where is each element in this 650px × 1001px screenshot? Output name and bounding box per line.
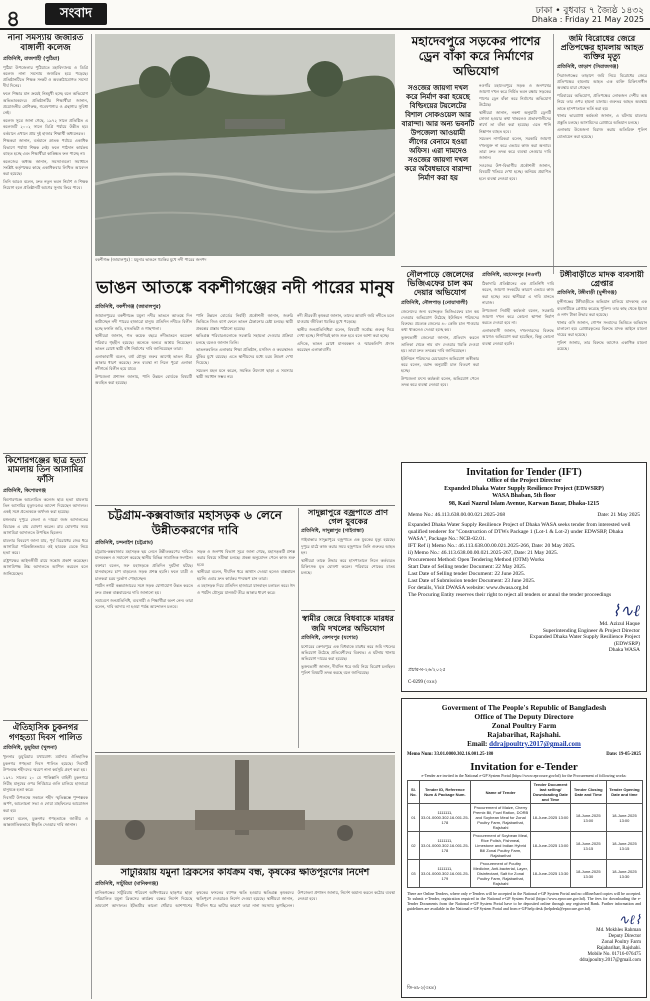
- paragraph: মঙ্গলবার দুপুরে জেলা ও দায়রা জজ আদালতের বিচারক এ রায় ঘোষণা করেন। রায় ঘোষণার সময় আসামিরা আদালতে উপস্থিত ছিলেন।: [3, 517, 88, 535]
- column-header: Tender Closing Date and Time: [570, 781, 606, 804]
- paragraph: স্থানীয়রা তাকে উদ্ধার করে হাসপাতালে নিলে কর্তব্যরত চিকিৎসক মৃত ঘোষণা করেন। পরিবারে শোকের মাতম চলছে।: [301, 557, 395, 576]
- paragraph: সচেতন নাগরিকরা বলেন, সরকারি জায়গা দখলমুক্ত না করে এভাবে কাজ করা অন্যায়। তারা দ্রুত তদন্ত করে ব্যবস্থা নেওয়ার দাবি জানান।: [479, 136, 551, 161]
- signatory-line: Deputy Director: [608, 934, 641, 940]
- paragraph: সমাবেশে জনপ্রতিনিধি, ব্যবসায়ী ও শিক্ষার্থীরা অংশ নেন। তারা বলেন, দাবি আদায় না হওয়া পর্যন্ত আন্দোলন চলবে।: [95, 597, 193, 609]
- etender-heading: Invitation for e-Tender: [470, 761, 578, 774]
- article-drug-dealer-arrest: [557, 270, 647, 460]
- paragraph: পর্যটন নগরী কক্সবাজারের সঙ্গে সড়ক যোগাযোগ উন্নত করতে দ্রুত প্রকল্প বাস্তবায়নের দাবি জানানো হয়।: [95, 583, 193, 595]
- brick-kiln-photo: [95, 755, 395, 865]
- office-line: 98, Kazi Nazrul Islam Avenue, Karwan Bazar, Dhaka-1215: [448, 500, 600, 507]
- table-cell: 18-June-2025 13:00: [531, 804, 570, 832]
- column-header: Tender Document last selling/ Downloading Date and Time: [531, 781, 570, 804]
- headline: মহাদেবপুরে সড়কের পাশের ড্রেন বাঁকা করে নির্মাণের অভিযোগ: [411, 34, 541, 78]
- article-land-dispute-death: [557, 34, 647, 266]
- river-photo-block: [95, 34, 395, 266]
- body-column: [297, 313, 394, 463]
- table-cell: 03: [408, 860, 420, 888]
- headline: ঐতিহাসিক চুকনগর গণহত্যা দিবস পালিত: [8, 722, 83, 743]
- paragraph: মুন্সীগঞ্জের টঙ্গীবাড়ীতে অভিযান চালিয়ে মাদকসহ এক ব্যবসায়ীকে গ্রেপ্তার করেছে পুলিশ। তার কাছ থেকে ইয়াবা ও নগদ টাকা উদ্ধার করা হয়েছে।: [557, 299, 647, 317]
- paragraph: কলেজ সূত্রে জানা গেছে, ১৯৭২ সালে প্রতিষ্ঠিত এ কলেজটি ২০০২ সালে ডিগ্রি পর্যায়ে উন্নীত হয়। বর্তমানে এখানে প্রায় দুই হাজার শিক্ষার্থী অধ্যয়নরত।: [3, 117, 88, 136]
- table-row: [408, 832, 643, 860]
- column-header: Sl. No.: [408, 781, 420, 804]
- table-cell: 01: [408, 804, 420, 832]
- body-column: [479, 83, 551, 260]
- paragraph: নওগাঁর মহাদেবপুরে সড়ক ও জনপথের জায়গা দখল করে নির্মিত ভবন রক্ষায় সড়কের পাশের ড্রেন বাঁকা করে নির্মাণের অভিযোগ উঠেছে।: [479, 83, 551, 107]
- headline: চট্টগ্রাম-কক্সবাজার মহাসড়ক ৬ লেনে উন্নীতকরণের দাবি: [108, 508, 282, 537]
- tender-table: [407, 780, 643, 888]
- paragraph: ১৯৭১ সালের ২০ মে পাকিস্তানি বাহিনী চুকনগরে নিরীহ মানুষের ওপর নির্বিচারে গুলি চালিয়ে হাজারো মানুষকে হত্যা করে।: [3, 774, 88, 793]
- article-body: [3, 497, 88, 717]
- article-body: [401, 83, 551, 260]
- office-line: Office of the Project Director: [486, 478, 562, 484]
- article-body: [3, 65, 88, 450]
- byline: প্রতিনিধি, তাড়াশ (সিরাজগঞ্জ): [557, 63, 619, 70]
- office-title: Office of The Deputy Directore: [474, 712, 574, 721]
- table-cell: 18-June-2025 13:00: [570, 804, 606, 832]
- photo-caption: বকশীগঞ্জ (জামালপুর) : যমুনার ভাঙনে হুমকির মুখে নদী পারের জনপদ: [95, 257, 207, 262]
- paragraph: সচেতন মহল মনে করেন, সমন্বিত উদ্যোগ ছাড়া এ সমস্যার স্থায়ী সমাধান সম্ভব নয়।: [196, 367, 293, 380]
- column-rule: [553, 34, 554, 274]
- headline: নানা সমস্যায় জর্জরিত বাঙ্গালী কলেজ: [7, 34, 84, 53]
- paragraph: বক্তারা বলেন, চুকনগর গণহত্যাকে জাতীয় ও আন্তর্জাতিকভাবে স্বীকৃতি দেওয়ার দাবি জানান।: [3, 815, 88, 827]
- river-erosion-illustration: [95, 34, 395, 256]
- signatory: [408, 621, 640, 654]
- paragraph: চট্টগ্রাম-কক্সবাজার মহাসড়ক ছয় লেনে উন্নীতকরণের দাবিতে মানববন্ধন ও সমাবেশ করেছে স্থানীয় বিভিন্ন সামাজিক সংগঠন।: [95, 549, 193, 561]
- office-line: Expanded Dhaka Water Supply Resilience Project (EDWSRP): [444, 485, 604, 492]
- paragraph: সিরাজগঞ্জের তাড়াশে জমি নিয়ে বিরোধের জেরে প্রতিপক্ষের হামলায় আহত এক ব্যক্তি চিকিৎসাধীন অবস্থায় মারা গেছেন।: [557, 72, 647, 91]
- paragraph: ভাঙনকবলিত এলাকার শিক্ষা প্রতিষ্ঠান, মসজিদ ও কবরস্থানও ঝুঁকির মুখে রয়েছে। এতে স্থানীয়দের মধ্যে চরম উদ্বেগ দেখা দিয়েছে।: [196, 347, 293, 366]
- email-link[interactable]: ddrajpoultry.2017@gmail.com: [489, 740, 581, 748]
- article-body: [482, 281, 554, 459]
- article-body: [557, 73, 647, 263]
- byline: প্রতিনিধি, চন্দনাইশ (চট্টগ্রাম): [95, 540, 154, 546]
- etender-intro: e-Tender are invited in the National e-GP System Portal (https://www.eprocure.gov.bd) for the Procurement of following works:: [421, 773, 627, 779]
- river-erosion-photo: [95, 34, 395, 256]
- column-rule: [91, 34, 92, 999]
- table-cell: 18-June-2025 13:30: [531, 860, 570, 888]
- memo-date: Date: 21 May 2025: [597, 512, 640, 518]
- body-column: [95, 313, 192, 463]
- paragraph: সওজের উপ-বিভাগীয় প্রকৌশলী জানান, বিষয়টি খতিয়ে দেখা হচ্ছে। অনিয়ম প্রমাণিত হলে ব্যবস্থা নেওয়া হবে।: [479, 163, 551, 181]
- byline: প্রতিনিধি, নৌলপাড় (নোয়াখালী): [401, 299, 468, 306]
- byline: প্রতিনিধি, বকশীগঞ্জ (জামালপুর): [95, 304, 161, 310]
- farm-title: Zonal Poultry Farm: [491, 721, 557, 730]
- headline: সাটুরিয়ায় যমুনা ব্রিকসের কার্যক্রম বন্ধ, কৃষকের ক্ষতিপূরণের নির্দেশ: [120, 868, 370, 878]
- article-widow-assault: [301, 614, 395, 748]
- table-cell: Procurement of Soybean Meal, Rice Polish, Fishmeal, Limestone and Indian Hybrid Bill Zonal Poultry Farm, Rajabarihat: [470, 832, 530, 860]
- byline: প্রতিনিধি, কিশোরগঞ্জ: [3, 487, 46, 494]
- byline: প্রতিনিধি, কেশবপুর (যশোর): [301, 634, 358, 641]
- tender-notice-poultry: [401, 698, 647, 998]
- mahadevpur-continued: [482, 270, 554, 460]
- headline: কিশোরগঞ্জের ছাত্র হত্যা মামলায় তিন আসামির ফাঁসি: [5, 455, 86, 486]
- paragraph: স্থানীয়রা জানান, নকশা অনুযায়ী ড্রেনটি সোজা হওয়ার কথা থাকলেও প্রভাবশালীদের স্বার্থে তা বাঁকা করা হয়েছে। এতে পানি নিষ্কাশন ব্যাহত হবে।: [479, 109, 551, 134]
- paragraph: গাইবান্ধার সাদুল্লাপুরে বজ্রপাতে এক যুবকের মৃত্যু হয়েছে। দুপুরে মাঠে কাজ করার সময় বজ্রপাতে তিনি গুরুতর আহত হন।: [301, 537, 395, 555]
- paragraph: তিনি আরও বলেন, দ্রুত নতুন ভবন নির্মাণ ও শিক্ষক নিয়োগ হলে প্রতিষ্ঠানটি আগের সুনাম ফিরে পাবে।: [3, 179, 88, 191]
- farm-location: Rajabarihat, Rajshahi.: [487, 730, 561, 739]
- signature-block: [407, 912, 641, 964]
- signatory: [407, 928, 641, 964]
- paragraph: উপজেলা মৎস্য কর্মকর্তা বলেন, অভিযোগ পেলে তদন্ত করে ব্যবস্থা নেওয়া হবে।: [401, 376, 479, 388]
- paragraph: জেলেদের জন্য বরাদ্দকৃত ভিজিএফের চাল কম দেওয়ার অভিযোগ উঠেছে ইউনিয়ন পরিষদের বিরুদ্ধে। প্রত্যেক জেলের ৪০ কেজি চাল পাওয়ার কথা থাকলেও দেওয়া হচ্ছে কম।: [401, 308, 479, 333]
- signatory-line: Dhaka WASA: [608, 647, 640, 654]
- byline: প্রতিনিধি, রাজশাহী (পুঠিয়া): [3, 55, 60, 62]
- paragraph: থানার ওসি জানান, গোপন সংবাদের ভিত্তিতে অভিযান চালানো হয়। গ্রেপ্তারকৃতের বিরুদ্ধে মাদক আইনে মামলা দায়ের করা হয়েছে।: [557, 319, 647, 338]
- paragraph: উপজেলা নির্বাহী কর্মকর্তা বলেন, সরকারি জায়গা দখল করে কোনো স্থাপনা নির্মাণ করতে দেওয়া হবে না।: [482, 307, 554, 326]
- signature-block: [408, 601, 640, 654]
- table-cell: 02: [408, 832, 420, 860]
- column-rule: [298, 508, 299, 748]
- table-cell: 18-June-2025 13:15: [570, 832, 606, 860]
- paragraph: উপজেলা প্রশাসন জানায়, পানি উন্নয়ন বোর্ডকে বিষয়টি অবহিত করা হয়েছে।: [95, 374, 192, 386]
- article-bakshiganj-erosion: [95, 272, 395, 502]
- signatory-line: (EDWSRP): [614, 640, 640, 647]
- tender-office: [408, 478, 640, 508]
- article-body: [301, 537, 395, 607]
- divider: [401, 266, 647, 267]
- table-row: [408, 860, 643, 888]
- body-column: [196, 313, 293, 463]
- column-header: Tender ID, Reference Num & Package Num.: [419, 781, 470, 804]
- byline: প্রতিনিধি, টঙ্গীবাড়ী (মুন্সীগঞ্জ): [557, 290, 617, 297]
- ad-code: ডি-৪৮২(৩x৪): [407, 985, 436, 991]
- table-cell: 18-June-2025 13:15: [606, 832, 642, 860]
- table-cell: 18-June-2025 13:30: [606, 860, 642, 888]
- paragraph: ঠিকাদারি প্রতিষ্ঠানের এক প্রতিনিধি দাবি করেন, জায়গা সংকটের কারণে এভাবে কাজ করা হচ্ছে। তবে স্থানীয়রা এ দাবি মানতে নারাজ।: [482, 281, 554, 305]
- center-right-briefs: [301, 508, 395, 748]
- brick-kiln-illustration: [95, 755, 395, 865]
- etender-note: There are Online Tenders, where only e-Tenders will be accepted in the National e-GP System Portal and no offline/hard copies will be accepted. To submit e-Tender, registration required in the National e-GP System Portal (https://www.eprocure.gov.bd). The fees for downloading the e-Tender Documents from the National e-GP System Portal have to be deposited online through any registered Bank. Further information and guidelines are available in the National e-GP System Portal and from e-GP help desk (helpdesk@eprocure.gov.bd).: [407, 891, 641, 912]
- paragraph: ফলে শিক্ষার মান ক্রমেই নিম্নমুখী হচ্ছে বলে অভিযোগ অভিভাবকদের। প্রতিষ্ঠানটির শিক্ষার্থীরা জানান, প্রয়োজনীয় শ্রেণিকক্ষ, গবেষণাগার ও গ্রন্থাগার সুবিধা নেই।: [3, 91, 88, 116]
- paragraph: স্থানীয়রা জানান, গত কয়েক বছরে নদীভাঙনে কয়েকশ পরিবার গৃহহীন হয়েছে। অনেকে অন্যত্র আশ্রয় নিয়েছেন। ভাঙন রোধে স্থায়ী বাঁধ নির্মাণের দাবি জানিয়েছেন তারা।: [95, 333, 192, 351]
- column-header: Name of Tender: [470, 781, 530, 804]
- gov-title: Goverment of The People's Republic of Bangladesh: [441, 703, 607, 712]
- ad-code: C-0299 (৩x৪): [408, 679, 437, 685]
- paragraph: জামালপুরের বকশীগঞ্জে যমুনা নদীর ভাঙনে আতঙ্কে দিন কাটাচ্ছেন নদী পারের হাজারো মানুষ। প্রতিদিন নদীতে বিলীন হচ্ছে ফসলি জমি, বসতভিটা ও গাছপালা।: [95, 313, 192, 331]
- tender-line: ii) Memo No.: 46.113.638.00.00.021.2025-267, Date: 21 May 2025.: [408, 550, 559, 557]
- divider: [301, 610, 395, 611]
- paragraph: ক্ষতিগ্রস্ত পরিবারগুলোকে সরকারি সহায়তা দেওয়ার প্রক্রিয়া চলছে বলেও জানান তিনি।: [196, 333, 293, 345]
- table-cell: 18-June-2025 13:30: [570, 860, 606, 888]
- article-bangali-college: [3, 34, 88, 450]
- tender-line: Expanded Dhaka Water Supply Resilience Project of Dhaka WASA seeks tender from interested well qualified tenderer for "Construction of DTWs Package 1 (Lot-1 & Lot-2) under EDWSRP, Dhaka WASA", Package No.: NCB-02.01.: [408, 522, 631, 543]
- left-column: [3, 34, 88, 999]
- paragraph: কিশোরগঞ্জে আলোচিত কলেজ ছাত্র হত্যা মামলায় তিন আসামির মৃত্যুদণ্ডের আদেশ দিয়েছেন আদালত। একই সঙ্গে প্রত্যেককে অর্থদণ্ড করা হয়েছে।: [3, 496, 88, 515]
- article-saturia-brickfield: [95, 868, 395, 999]
- article-body: [301, 644, 395, 748]
- email-row: [407, 740, 641, 748]
- tender-line: IFT Ref i) Memo No.: 46.113.638.00.00.021.2025-266, Date: 20 May 2025.: [408, 543, 576, 550]
- main-headline: ভাঙন আতঙ্কে বকশীগঞ্জের নদী পারের মানুষ: [96, 278, 394, 298]
- signatory-line: Zonal Poultry Farm: [601, 940, 641, 946]
- table-cell: Procurement of Maize, Cherry Premix Bil, Fowl Ration, DORB and Soybean Meal for Zonal Poultry Farm, Rajabarihat, Rajshahi: [470, 804, 530, 832]
- paragraph: এলাকাবাসী বলেন, বর্ষা মৌসুম শুরুর আগেই ভাঙন তীব্র আকার ধারণ করেছে। দ্রুত ব্যবস্থা না নিলে পুরো এলাকা নদীগর্ভে বিলীন হয়ে যাবে।: [95, 353, 192, 372]
- tender-line: Procurement Method: Open Tendering Method (OTM) Works: [408, 557, 545, 564]
- paragraph: এদিকে, ভাঙন রোধে মানববন্ধন ও স্মারকলিপি প্রদান করেছেন এলাকাবাসী।: [297, 341, 394, 353]
- signature-icon: ⌇∿ℓ: [612, 601, 640, 621]
- memo-row: [407, 751, 641, 759]
- column-header: Tender Opening Date and time: [606, 781, 642, 804]
- paragraph: যশোরের কেশবপুরে এক বিধবাকে মারধর করে জমি দখলের অভিযোগ উঠেছে প্রতিবেশীদের বিরুদ্ধে। এ ঘটনায় থানায় অভিযোগ দায়ের করা হয়েছে।: [301, 643, 395, 662]
- paragraph: দিবসটি উপলক্ষে সকালে শহীদ স্মৃতিস্তম্ভে পুষ্পস্তবক অর্পণ, আলোচনা সভা ও দোয়া মাহফিলের আয়োজন করা হয়।: [3, 795, 88, 813]
- memo-number: Memo Num: 33.01.0000.302.16.001.25-180: [407, 752, 494, 757]
- email-label: Email:: [467, 740, 488, 748]
- table-cell: 18-June-2025 13:00: [531, 832, 570, 860]
- tender-line: Last Date of Submission tender Document: 23 June 2025.: [408, 578, 536, 585]
- paragraph: এ মহাসড়ক দিয়ে প্রতিদিন হাজারো যানবাহন চলাচল করে। ঈদ ও পর্যটন মৌসুমে যানজট তীব্র আকার ধারণ করে।: [197, 583, 295, 595]
- paragraph: থানার ভারপ্রাপ্ত কর্মকর্তা জানান, এ ঘটনায় মামলার প্রস্তুতি চলছে। আসামিদের গ্রেপ্তারে অভিযান চলছে।: [557, 113, 647, 125]
- memo-row: [408, 511, 640, 519]
- article-body: [401, 309, 479, 459]
- byline: প্রতিনিধি, ডুমুরিয়া (খুলনা): [3, 745, 57, 752]
- memo-date: Date: 19-05-2025: [606, 752, 641, 757]
- tender-body: [408, 522, 640, 599]
- divider: [3, 453, 88, 454]
- article-ctg-highway: [95, 508, 295, 748]
- signatory-line: Rajabarihat, Rajshahi.: [596, 946, 641, 952]
- memo-number: Memo No.: 46.113.638.00.00.021.2025-268: [408, 512, 506, 518]
- table-row: [408, 804, 643, 832]
- paragraph: পুলিশ জানায়, তার বিরুদ্ধে আগেও একাধিক মামলা রয়েছে।: [557, 340, 647, 352]
- table-cell: Procurement of Poultry Medicine, Anti-bacterial, Layer, Disinfectant, Salt for Zonal Poultry Farm, Rajabarihat, Rajshahi: [470, 860, 530, 888]
- signature-icon: ∿ℓ⌇: [618, 913, 641, 929]
- article-body: [95, 313, 395, 463]
- date-bengali: ঢাকা • বুধবার ৭ জ্যৈষ্ঠ ১৪৩২: [535, 6, 644, 16]
- byline: প্রতিনিধি, সাদুল্লাপুর (গাইবান্ধা): [301, 528, 365, 535]
- tender-title: Invitation for Tender (IFT): [466, 467, 582, 478]
- date-english: Dhaka : Friday 21 May 2025: [531, 15, 644, 24]
- paragraph: এলাকায় উত্তেজনা বিরাজ করায় অতিরিক্ত পুলিশ মোতায়েন করা হয়েছে।: [557, 127, 647, 139]
- paragraph: ভুক্তভোগী জানান, দীর্ঘদিন ধরে জমি নিয়ে বিরোধ চলছিল। পুলিশ বিষয়টি তদন্ত করছে বলে জানিয়েছে।: [301, 664, 395, 676]
- signatory-line: Expanded Dhaka Water Supply Resilience Project: [529, 634, 640, 641]
- article-mahadevpur-drain: [401, 34, 551, 260]
- article-kishoreganj-verdict: [3, 457, 88, 717]
- byline: প্রতিনিধি, মহাদেবপুর (নওগাঁ): [482, 272, 542, 278]
- page-number: ৪: [6, 6, 21, 32]
- paragraph: পরিবারের অভিযোগ, প্রতিপক্ষের লোকজন দেশীয় অস্ত্র নিয়ে তার ওপর হামলা চালায়। গুরুতর আহত অবস্থায় তাকে হাসপাতালে ভর্তি করা হয়।: [557, 92, 647, 111]
- signatory-line: ddrajpoultry.2017@gmail.com: [579, 958, 641, 964]
- article-body: [3, 754, 88, 994]
- tender-line: Start Date of Selling tender Document: 22 May 2025.: [408, 564, 527, 571]
- paragraph: রাষ্ট্রপক্ষের আইনজীবী রায়ে সন্তোষ প্রকাশ করেছেন। আসামিপক্ষ উচ্চ আদালতে আপিল করবেন বলে জানিয়েছেন।: [3, 558, 88, 576]
- paragraph: স্থানীয় জনপ্রতিনিধিরা বলেন, বিষয়টি সর্বোচ্চ গুরুত্ব দিয়ে দেখা হচ্ছে। শিগগিরই কাজ শুরু হবে বলে আশা করা হচ্ছে।: [297, 327, 394, 339]
- divider: [3, 720, 88, 721]
- table-cell: 1111111, 33.01.0000.302.16.001.25-179: [419, 860, 470, 888]
- paragraph: খুলনার ডুমুরিয়ায় যথাযোগ্য মর্যাদায় ঐতিহাসিক চুকনগর গণহত্যা দিবস পালিত হয়েছে। দিবসটি উপলক্ষে শহীদদের স্মরণে নানা কর্মসূচি গ্রহণ করা হয়।: [3, 754, 88, 772]
- headline: সাদুল্লাপুরে বজ্রপাতে প্রাণ গেল যুবকের: [307, 508, 388, 527]
- pullquote: সওজের জায়গা দখল করে নির্মাণ করা হয়েছে বিল্ডিংয়ের টয়লেটের বিশাল সোকওয়েল আর বারান্দা। আর অন্য ভবনটি উপজেলা আওয়ামী লীগের বেনামে হওয়া অফিস। এরা দামদেও সওজের জায়গা দখল করে অবৈধভাবে বারান্দা নির্মাণ করা হয়: [401, 83, 475, 182]
- table-cell: 1111111, 33.01.0000.302.16.001.25-178: [419, 832, 470, 860]
- divider: [95, 505, 395, 506]
- paragraph: এলাকাবাসী জানান, দখলদারদের বিরুদ্ধে আগেও অভিযোগ করা হয়েছিল, কিন্তু কোনো ব্যবস্থা নেওয়া হয়নি।: [482, 328, 554, 346]
- masthead: [0, 0, 650, 30]
- divider: [95, 752, 395, 753]
- tender-notice-wasa: [401, 462, 647, 692]
- paragraph: বক্তারা বলেন, সরু মহাসড়কে প্রতিদিন দুর্ঘটনা ঘটছে। যানবাহনের চাপ বাড়লেও সড়ক প্রশস্ত হয়নি। ফলে যাত্রী ও চালকরা চরম দুর্ভোগ পোহাচ্ছেন।: [95, 563, 193, 581]
- article-body: মানিকগঞ্জের সাটুরিয়ায় পরিবেশ অধিদপ্তরের ছাড়পত্র ছাড়া পরিচালিত যমুনা ব্রিকসের কার্যক্রম বন্ধের নির্দেশ দিয়েছে ভ্রাম্যমাণ আদালত। ইটভাটার কালো ধোঁয়ায় আশপাশের কৃষকের ফসলের ব্যাপক ক্ষতি হওয়ায় ক্ষতিগ্রস্ত কৃষকদের ক্ষতিপূরণ দেওয়ারও নির্দেশ দেওয়া হয়েছে। স্থানীয়রা জানান, দীর্ঘদিন ধরে ভাটার কারণে তারা নানা সমস্যায় ভুগছিলেন। উপজেলা প্রশাসন জানায়, নির্দেশ অমান্য করলে কঠোর ব্যবস্থা নেওয়া হবে।: [95, 889, 395, 908]
- paragraph: পুঠিয়া উপজেলার পুঠিয়াতে মহাবিদ্যালয় ও ডিগ্রি কলেজ নানা সমস্যায় জর্জরিত হয়ে পড়েছে। প্রতিষ্ঠানটিতে শিক্ষক সংকট ও অবকাঠামোগত সমস্যা দীর্ঘ দিনের।: [3, 64, 88, 89]
- article-body: [95, 549, 295, 748]
- table-cell: 1111111, 33.01.0000.302.16.001.25-178: [419, 804, 470, 832]
- headline: স্বামীর জেরে বিধবাকে মারধর জমি দখলের অভিযোগ: [302, 613, 394, 633]
- paragraph: সড়ক ও জনপথ বিভাগ সূত্রে জানা গেছে, মহাসড়কটি প্রশস্ত করার বিষয়ে সমীক্ষা চলছে। প্রকল্প অনুমোদন পেলে কাজ শুরু হবে।: [197, 549, 295, 567]
- tender-line: Last Date of Selling tender Document: 22 June 2025.: [408, 571, 526, 578]
- publicity-ref: প্রচার-ম-২৬/২০২৫: [408, 667, 446, 673]
- article-chuknagar-genocide: [3, 724, 88, 995]
- paragraph: স্থানীয়রা বলেন, দীর্ঘদিন ধরে আশ্বাস দেওয়া হলেও বাস্তবায়ন হয়নি। এবার দ্রুত কার্যকর পদক্ষেপ চান তারা।: [197, 569, 295, 581]
- paragraph: নদী তীরবর্তী কৃষকরা জানান, তাদের আবাদি জমি নদীতে চলে যাওয়ায় জীবিকা হুমকির মুখে পড়েছে।: [297, 313, 394, 325]
- paragraph: পানি উন্নয়ন বোর্ডের নির্বাহী প্রকৌশলী জানান, জরুরি ভিত্তিতে জিও ব্যাগ ফেলে ভাঙন ঠেকানোর চেষ্টা চলছে। স্থায়ী প্রকল্পের প্রস্তাব পাঠানো হয়েছে।: [196, 313, 293, 331]
- paragraph: ইউনিয়ন পরিষদের চেয়ারম্যান অভিযোগ অস্বীকার করে বলেন, বরাদ্দ অনুযায়ী চাল বিতরণ করা হচ্ছে।: [401, 355, 479, 374]
- signatory-line: Mobile No. 01716-076475: [587, 952, 641, 958]
- body-column: [197, 549, 295, 748]
- tender-line: The Procuring Entity reserves their right to reject all tenders or annul the tender proceedings: [408, 592, 612, 599]
- headline: নৌলপাড়ে জেলেদের ভিজিএফের চাল কম দেয়ার অভিযোগ: [406, 270, 474, 298]
- table-header-row: [408, 781, 643, 804]
- paragraph: কলেজের অধ্যক্ষ জানান, সমস্যাগুলো সমাধানে সংশ্লিষ্ট কর্তৃপক্ষের কাছে একাধিকবার লিখিত আবেদন করা হয়েছে।: [3, 158, 88, 177]
- headline: টঙ্গীবাড়ীতে মাদক ব্যবসায়ী গ্রেপ্তার: [560, 270, 644, 289]
- byline: প্রতিনিধি, সাটুরিয়া (মানিকগঞ্জ): [95, 880, 159, 887]
- paragraph: ভুক্তভোগী জেলেরা জানান, প্রতিবাদ করলে তালিকা থেকে নাম বাদ দেওয়ার হুমকি দেওয়া হয়। তারা দ্রুত তদন্তের দাবি জানিয়েছেন।: [401, 335, 479, 353]
- article-vgf-rice: [401, 270, 479, 460]
- body-column: [95, 549, 193, 748]
- signatory-line: Superintending Engineer & Project Director: [542, 627, 640, 634]
- paragraph: শিক্ষকরা জানান, বর্তমানে স্নাতক পর্যায়ে একাধিক বিভাগে পর্যাপ্ত শিক্ষক নেই। ফলে পাঠদান কার্যক্রম ব্যাহত হচ্ছে এবং শিক্ষার্থীরা কাঙ্ক্ষিত ফল পাচ্ছে না।: [3, 138, 88, 156]
- article-lightning-death: [301, 508, 395, 607]
- signatory-name: Md. Azizul Haque: [599, 621, 640, 628]
- paragraph: মামলার বিবরণে জানা যায়, পূর্ব বিরোধের জের ধরে আসামিরা পরিকল্পিতভাবে ওই ছাত্রকে ডেকে নিয়ে হত্যা করে।: [3, 537, 88, 556]
- tender-line: For details, Visit DWASA website: www.dwasa.org.bd: [408, 585, 529, 592]
- office-line: WASA Bhaban, 5th floor: [492, 493, 556, 499]
- headline: জমি বিরোধের জেরে প্রতিপক্ষের হামলায় আহত ব্যক্তির মৃত্যু: [560, 34, 644, 62]
- newspaper-logo: সংবাদ: [45, 3, 107, 25]
- table-cell: 18-June-2025 13:00: [606, 804, 642, 832]
- article-body: [557, 299, 647, 449]
- signatory-name: Md. Mokhles Rahman: [596, 928, 641, 934]
